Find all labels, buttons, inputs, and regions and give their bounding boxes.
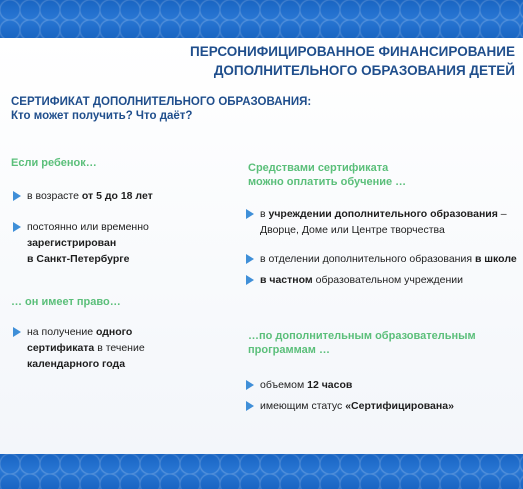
bullet-triangle-icon bbox=[246, 275, 254, 285]
bullet-triangle-icon bbox=[246, 401, 254, 411]
list-item-volume: объемом 12 часов bbox=[244, 377, 352, 393]
list-item-institution: в учреждении дополнительного образования – Дворце, Доме или Центре творчества bbox=[244, 206, 507, 238]
section-subtitle bbox=[11, 95, 351, 123]
bottom-pattern-band bbox=[0, 454, 523, 489]
page-title bbox=[95, 42, 515, 80]
list-item-certificate: на получение одного сертификата в течение календарного года bbox=[11, 324, 145, 372]
page-title-line2: ДОПОЛНИТЕЛЬНОГО ОБРАЗОВАНИЯ ДЕТЕЙ bbox=[213, 63, 515, 78]
bullet-triangle-icon bbox=[246, 254, 254, 264]
right-heading-programs: …по дополнительным образовательным программам … bbox=[248, 330, 476, 356]
list-item-private: в частном образовательном учреждении bbox=[244, 272, 463, 288]
list-item-school: в отделении дополнительного образования в школе bbox=[244, 251, 517, 267]
top-pattern-band bbox=[0, 0, 523, 38]
list-item-age: в возрасте от 5 до 18 лет bbox=[11, 188, 153, 204]
left-heading-if-child: Если ребенок… bbox=[11, 157, 97, 169]
list-item-registration: постоянно или временно зарегистрирован в Санкт-Петербурге bbox=[11, 219, 149, 267]
subtitle-line1: СЕРТИФИКАТ ДОПОЛНИТЕЛЬНОГО ОБРАЗОВАНИЯ: bbox=[11, 96, 312, 108]
list-item-status: имеющим статус «Сертифицирована» bbox=[244, 398, 454, 414]
left-heading-right: … он имеет право… bbox=[11, 296, 121, 308]
bullet-triangle-icon bbox=[246, 380, 254, 390]
bullet-triangle-icon bbox=[13, 191, 21, 201]
bullet-triangle-icon bbox=[246, 209, 254, 219]
page-title-line1: ПЕРСОНИФИЦИРОВАННОЕ ФИНАНСИРОВАНИЕ bbox=[190, 44, 515, 59]
right-heading-pay: Средствами сертификата можно оплатить обучение … bbox=[248, 162, 407, 188]
bullet-triangle-icon bbox=[13, 222, 21, 232]
subtitle-line2: Кто может получить? Что даёт? bbox=[11, 110, 193, 122]
bullet-triangle-icon bbox=[13, 327, 21, 337]
